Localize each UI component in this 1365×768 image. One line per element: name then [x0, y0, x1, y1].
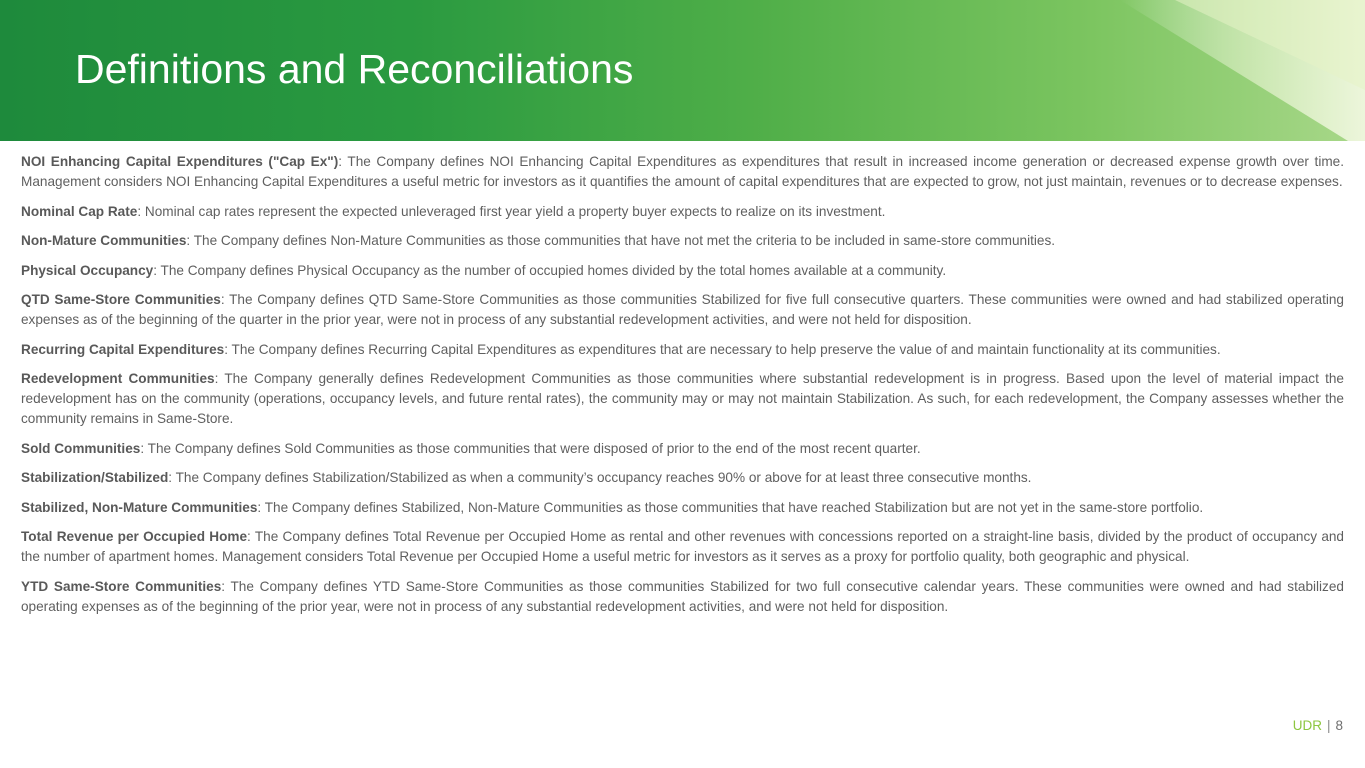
footer-separator: | [1326, 718, 1331, 733]
definition-text: : The Company defines NOI Enhancing Capital Expenditures as expenditures that result in increased income generation or decreased expense growth over time. Management considers NOI Enhancing Capital Expenditures a useful metric for investors as it quantifies the amount of capital expenditures that are expected to grow, not just maintain, revenues or to decrease expenses. [21, 154, 1344, 189]
definition-item [21, 202, 1344, 222]
definition-term: YTD Same-Store Communities [21, 578, 222, 594]
definition-text: : The Company generally defines Redevelopment Communities as those communities where substantial redevelopment is in progress. Based upon the level of material impact the redevelopment has on the community (operations, occupancy levels, and future rental rates), the community may or may not maintain Stabilization. As such, for each redevelopment, the Company assesses whether the community remains in Same-Store. [21, 371, 1344, 426]
definition-item [21, 152, 1344, 192]
definition-term: Redevelopment Communities [21, 371, 215, 386]
definition-text: : The Company defines Stabilization/Stabilized as when a community’s occupancy reaches 90% or above for at least three consecutive months. [168, 470, 1032, 485]
brand-name: UDR [1292, 718, 1322, 733]
definition-term: Nominal Cap Rate [21, 203, 138, 219]
definition-term: Stabilized, Non-Mature Communities [21, 499, 258, 515]
definition-text: : The Company defines YTD Same-Store Communities as those communities Stabilized for two full consecutive calendar years. These communities were owned and had stabilized operating expenses as of the beginning of the prior year, were not in process of any substantial redevelopment activities, and were not held for disposition. [21, 578, 1344, 614]
definition-term: Stabilization/Stabilized [21, 470, 169, 485]
definition-item [21, 498, 1344, 518]
definition-item [21, 577, 1344, 617]
definition-item [21, 369, 1344, 429]
definition-item [21, 340, 1344, 360]
definition-item [21, 261, 1344, 281]
definitions-list [21, 152, 1344, 626]
definition-item [21, 290, 1344, 330]
definition-text: : The Company defines Sold Communities as those communities that were disposed of prior to the end of the most recent quarter. [140, 440, 921, 456]
definition-item [21, 439, 1344, 459]
page-number: 8 [1335, 718, 1343, 733]
page-footer [1293, 718, 1343, 733]
definition-term: QTD Same-Store Communities [21, 292, 221, 307]
definition-text: : The Company defines Recurring Capital Expenditures as expenditures that are necessary to help preserve the value of and maintain functionality at its communities. [224, 341, 1221, 357]
definition-term: Non-Mature Communities [21, 233, 187, 248]
definition-term: NOI Enhancing Capital Expenditures ("Cap Ex") [21, 154, 339, 169]
definition-item [21, 527, 1344, 567]
definition-text: : The Company defines Stabilized, Non-Mature Communities as those communities that have reached Stabilization but are not yet in the same-store portfolio. [257, 499, 1204, 515]
definition-text: : The Company defines QTD Same-Store Communities as those communities Stabilized for five full consecutive quarters. These communities were owned and had stabilized operating expenses as of the beginning of the quarter in the prior year, were not in process of any substantial redevelopment activities, and were not held for disposition. [21, 292, 1344, 327]
header-banner [0, 0, 1365, 141]
definition-term: Physical Occupancy [21, 262, 154, 278]
definition-term: Sold Communities [21, 440, 141, 456]
definition-term: Total Revenue per Occupied Home [21, 529, 248, 544]
page-title: Definitions and Reconciliations [75, 46, 634, 92]
definition-text: : The Company defines Physical Occupancy as the number of occupied homes divided by the total homes available at a community. [153, 262, 947, 278]
definition-text: : The Company defines Non-Mature Communities as those communities that have not met the criteria to be included in same-store communities. [186, 233, 1056, 248]
definition-term: Recurring Capital Expenditures [21, 341, 225, 357]
definition-text: : The Company defines Total Revenue per Occupied Home as rental and other revenues with concessions reported on a straight-line basis, divided by the product of occupancy and the number of apartment homes. Management considers Total Revenue per Occupied Home a useful metric for investors as it serves as a proxy for portfolio quality, both geographic and physical. [21, 529, 1344, 564]
definition-item [21, 231, 1344, 251]
definition-item [21, 468, 1344, 488]
definition-text: : Nominal cap rates represent the expected unleveraged first year yield a property buyer expects to realize on its investment. [137, 203, 886, 219]
